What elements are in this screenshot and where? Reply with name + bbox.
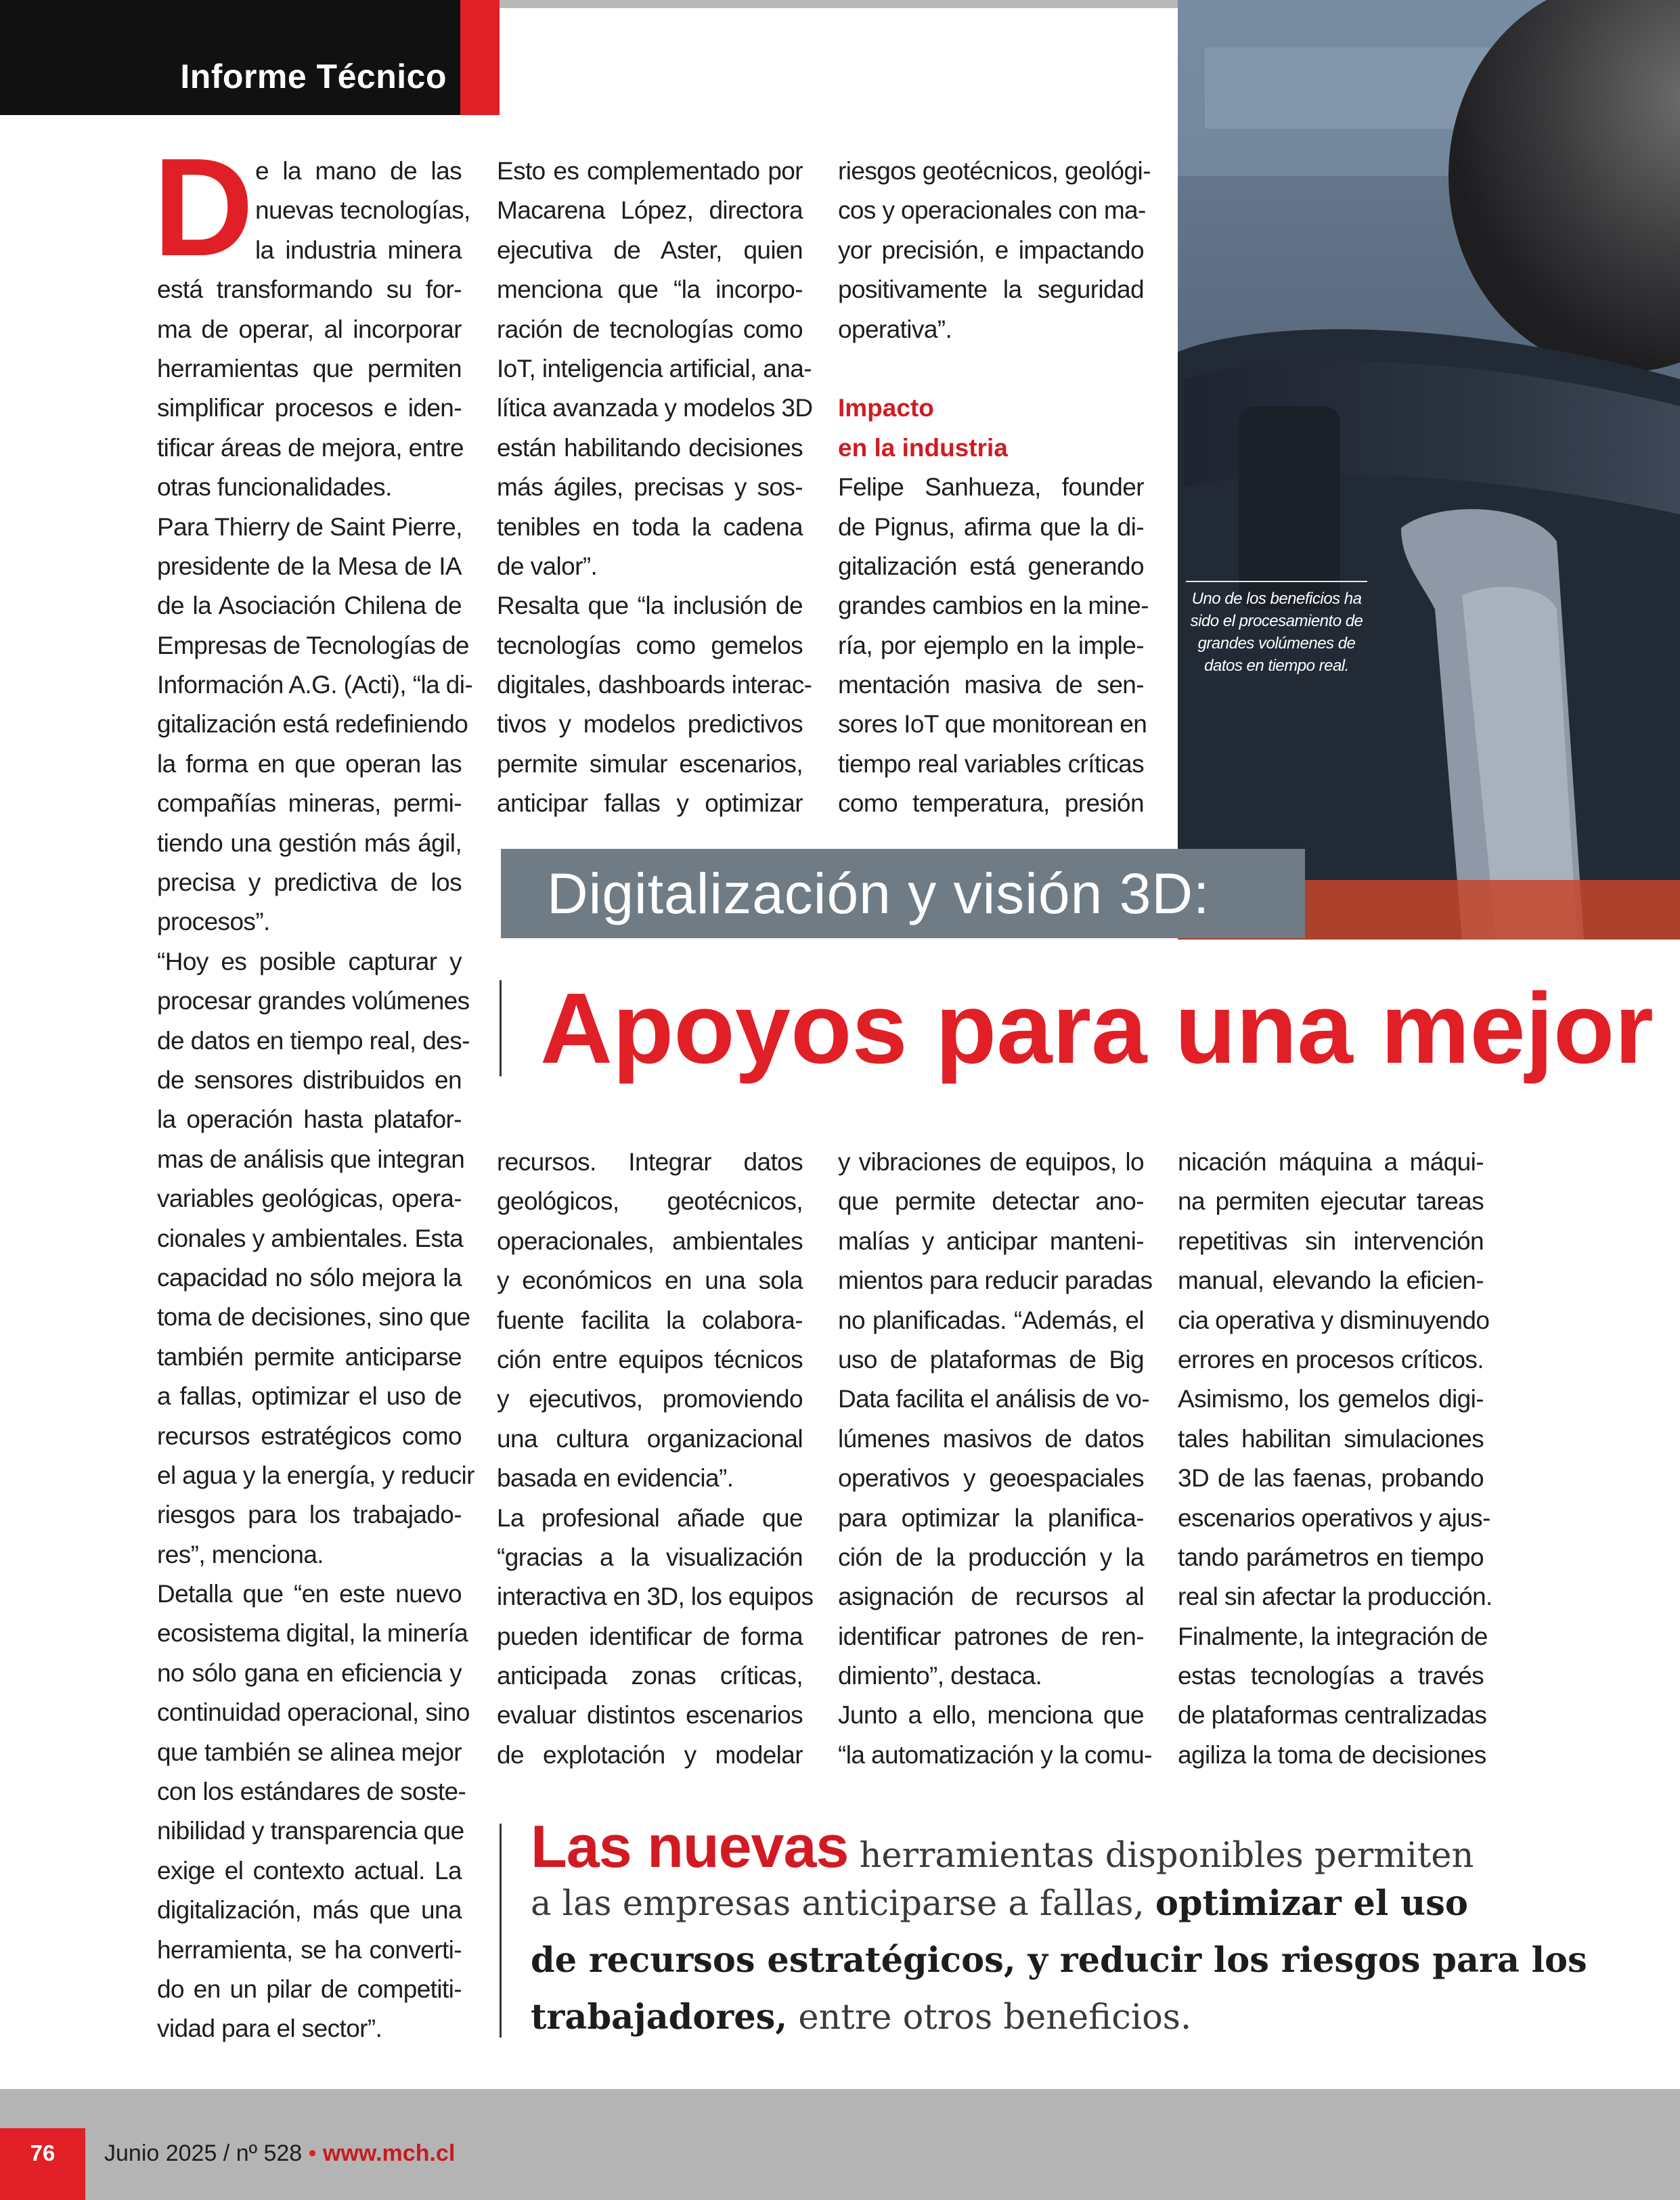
text-line: “la automatización y la comu- <box>838 1740 1152 1769</box>
text-line: que permite detectar ano- <box>838 1187 1144 1216</box>
text-line: sores IoT que monitorean en <box>838 710 1147 739</box>
text-line: ción entre equipos técnicos <box>497 1345 803 1373</box>
text-line: manual, elevando la eficien- <box>1178 1267 1484 1295</box>
text-line: herramienta, se ha converti- <box>157 1935 462 1964</box>
text-line: nibilidad y transparencia que <box>157 1817 464 1845</box>
text-line: Data facilita el análisis de vo- <box>838 1385 1149 1413</box>
text-line: no sólo gana en eficiencia y <box>157 1658 462 1687</box>
text-line: anticipar fallas y optimizar <box>497 789 803 818</box>
text-line: basada en evidencia”. <box>497 1464 734 1493</box>
text-line: tiendo una gestión más ágil, <box>157 829 462 857</box>
text-line: digitales, dashboards interac- <box>497 671 812 699</box>
text-line: mas de análisis que integran <box>157 1145 465 1173</box>
pull-quote-line: trabajadores, entre otros beneficios. <box>531 1997 1192 2038</box>
text-line: Para Thierry de Saint Pierre, <box>157 512 462 541</box>
text-line: ma de operar, al incorporar <box>157 315 462 343</box>
text-line: ejecutiva de Aster, quien <box>497 236 803 264</box>
text-line: repetitivas sin intervención <box>1178 1227 1484 1255</box>
text-line: cos y operacionales con ma- <box>838 196 1146 225</box>
text-line: fuente facilita la colabora- <box>497 1306 803 1334</box>
article-photo <box>1178 0 1680 940</box>
text-line: continuidad operacional, sino <box>157 1698 470 1727</box>
article-column-5 <box>838 1143 1153 1775</box>
text-line: gitalización está generando <box>838 552 1144 580</box>
text-line: variables geológicas, opera- <box>157 1185 462 1213</box>
text-line: Macarena López, directora <box>497 196 803 225</box>
text-line: grandes cambios en la mine- <box>838 592 1149 620</box>
text-line: de explotación y modelar <box>497 1740 803 1769</box>
text-line: la industria minera <box>255 236 462 264</box>
text-line: tando parámetros en tiempo <box>1178 1543 1484 1571</box>
text-line: asignación de recursos al <box>838 1583 1144 1611</box>
text-line: do en un pilar de competiti- <box>157 1975 462 2003</box>
text-line: e la mano de las <box>255 157 462 185</box>
text-line: otras funcionalidades. <box>157 473 392 502</box>
text-line: IoT, inteligencia artificial, ana- <box>497 354 812 382</box>
text-line: tiempo real variables críticas <box>838 749 1144 778</box>
text-line: “gracias a la visualización <box>497 1543 803 1571</box>
text-line: digitalización, más que una <box>157 1896 462 1924</box>
text-line: uso de plataformas de Big <box>838 1345 1144 1373</box>
text-line: Empresas de Tecnologías de <box>157 631 469 659</box>
text-line: vidad para el sector”. <box>157 2015 382 2043</box>
text-line: “Hoy es posible capturar y <box>157 947 462 975</box>
section-label: Informe Técnico <box>180 58 447 95</box>
pull-quote-line: a las empresas anticiparse a fallas, optimizar el uso <box>531 1883 1468 1924</box>
text-line: herramientas que permiten <box>157 354 462 382</box>
text-line: precisa y predictiva de los <box>157 868 462 897</box>
drop-cap: D <box>153 129 254 285</box>
pull-quote-line: de recursos estratégicos, y reducir los riesgos para los <box>531 1940 1587 1981</box>
title-rule <box>500 980 502 1076</box>
text-line: interactiva en 3D, los equipos <box>497 1583 814 1611</box>
text-line: nicación máquina a máqui- <box>1178 1148 1484 1176</box>
text-line: procesar grandes volúmenes <box>157 987 470 1015</box>
text-line: riesgos para los trabajado- <box>157 1501 462 1529</box>
text-line: Felipe Sanhueza, founder <box>838 473 1144 502</box>
text-line: estas tecnologías a través <box>1178 1662 1484 1690</box>
article-column-3 <box>838 152 1151 824</box>
text-line: mentación masiva de sen- <box>838 671 1144 699</box>
text-line: Resalta que “la inclusión de <box>497 592 803 620</box>
text-line: operativos y geoespaciales <box>838 1464 1144 1493</box>
text-line: tificar áreas de mejora, entre <box>157 433 464 462</box>
text-line: operativa”. <box>838 315 952 343</box>
page-number: 76 <box>30 2140 56 2165</box>
pull-quote-rule <box>500 1824 502 2038</box>
section-header-accent <box>460 0 500 115</box>
text-line: una cultura organizacional <box>497 1424 803 1453</box>
text-line: de plataformas centralizadas <box>1178 1701 1487 1730</box>
text-line: Finalmente, la integración de <box>1178 1622 1488 1650</box>
text-line: yor precisión, e impactando <box>838 236 1144 264</box>
text-line: Detalla que “en este nuevo <box>157 1580 462 1608</box>
text-line: anticipada zonas críticas, <box>497 1662 803 1690</box>
text-line: y ejecutivos, promoviendo <box>497 1385 803 1413</box>
text-line: cionales y ambientales. Esta <box>157 1224 464 1252</box>
text-line: para optimizar la planifica- <box>838 1503 1144 1532</box>
text-line: de Pignus, afirma que la di- <box>838 512 1144 541</box>
spacer-line <box>838 349 1144 389</box>
text-line: compañías mineras, permi- <box>157 789 462 818</box>
text-line: no planificadas. “Además, el <box>838 1306 1144 1334</box>
text-line: errores en procesos críticos. <box>1178 1345 1484 1373</box>
text-line: Junto a ello, menciona que <box>838 1701 1144 1730</box>
text-line: ría, por ejemplo en la imple- <box>838 631 1144 659</box>
text-line: mientos para reducir paradas <box>838 1267 1153 1295</box>
article-column-4 <box>497 1143 814 1775</box>
text-line: de datos en tiempo real, des- <box>157 1026 470 1055</box>
text-line: tales habilitan simulaciones <box>1178 1424 1484 1453</box>
text-line: tecnologías como gemelos <box>497 631 803 659</box>
article-column-1 <box>157 152 474 2049</box>
text-line: identificar patrones de ren- <box>838 1622 1144 1650</box>
photo-caption: Uno de los beneficios ha sido el procesamiento de grandes volúmenes de datos en tiempo real. <box>1190 590 1363 675</box>
text-line: 3D de las faenas, probando <box>1178 1464 1484 1493</box>
text-line: de la Asociación Chilena de <box>157 592 462 620</box>
article-title: Apoyos para una mejor <box>540 973 1654 1084</box>
text-line: malías y anticipar manteni- <box>838 1227 1144 1255</box>
text-line: más ágiles, precisas y sos- <box>497 473 803 502</box>
text-line: escenarios operativos y ajus- <box>1178 1503 1490 1532</box>
text-line: y vibraciones de equipos, lo <box>838 1148 1144 1176</box>
text-line: agiliza la toma de decisiones <box>1178 1740 1486 1769</box>
text-line: menciona que “la incorpo- <box>497 276 803 304</box>
pull-quote-lead: Las nuevas <box>531 1813 849 1880</box>
text-line: están habilitando decisiones <box>497 433 803 462</box>
text-line: cia operativa y disminuyendo <box>1178 1306 1490 1334</box>
text-line: la forma en que operan las <box>157 749 462 778</box>
footer-separator: • <box>308 2140 317 2166</box>
text-line: na permiten ejecutar tareas <box>1178 1187 1484 1216</box>
text-line: nuevas tecnologías, <box>255 196 470 225</box>
text-line: la operación hasta platafor- <box>157 1105 462 1134</box>
text-line: operacionales, ambientales <box>497 1227 803 1255</box>
article-column-6 <box>1178 1143 1493 1775</box>
text-line: también permite anticiparse <box>157 1342 462 1371</box>
text-line: recursos. Integrar datos <box>497 1148 803 1176</box>
text-line: ración de tecnologías como <box>497 315 803 343</box>
text-line: lítica avanzada y modelos 3D <box>497 394 813 422</box>
text-line: Asimismo, los gemelos digi- <box>1178 1385 1484 1413</box>
text-line: capacidad no sólo mejora la <box>157 1263 462 1292</box>
subheading: Impacto <box>838 394 934 422</box>
subheading: en la industria <box>838 433 1008 462</box>
text-line: gitalización está redefiniendo <box>157 710 468 739</box>
caption-rule <box>1186 581 1367 582</box>
issue-info <box>104 2140 455 2167</box>
text-line: res”, menciona. <box>157 1540 324 1568</box>
text-line: procesos”. <box>157 908 270 936</box>
text-line: simplificar procesos e iden- <box>157 394 462 422</box>
text-line: geológicos, geotécnicos, <box>497 1187 803 1216</box>
text-line: está transformando su for- <box>157 276 462 304</box>
issue-date: Junio 2025 / nº 528 <box>104 2140 303 2166</box>
text-line: de valor”. <box>497 552 598 580</box>
text-line: Información A.G. (Acti), “la di- <box>157 671 473 699</box>
text-line: y económicos en una sola <box>497 1267 803 1295</box>
text-line: positivamente la seguridad <box>838 276 1144 304</box>
text-line: pueden identificar de forma <box>497 1622 803 1650</box>
text-line: ción de la producción y la <box>838 1543 1144 1571</box>
text-line: a fallas, optimizar el uso de <box>157 1382 462 1411</box>
text-line: ecosistema digital, la minería <box>157 1619 468 1648</box>
text-line: exige el contexto actual. La <box>157 1856 462 1885</box>
mining-operator-photo-icon <box>1178 0 1680 940</box>
text-line: recursos estratégicos como <box>157 1422 462 1450</box>
website-link[interactable]: www.mch.cl <box>323 2140 456 2166</box>
text-line: el agua y la energía, y reducir <box>157 1461 474 1489</box>
article-column-2 <box>497 152 813 824</box>
text-line: como temperatura, presión <box>838 789 1144 818</box>
pull-quote <box>531 1813 1587 2046</box>
text-line: de sensores distribuidos en <box>157 1065 462 1094</box>
text-line: que también se alinea mejor <box>157 1738 462 1766</box>
pull-quote-line: Las nuevas herramientas disponibles permiten <box>531 1813 1474 1880</box>
text-line: toma de decisiones, sino que <box>157 1303 470 1332</box>
text-line: Esto es complementado por <box>497 157 803 185</box>
text-line: presidente de la Mesa de IA <box>157 552 462 580</box>
text-line: dimiento”, destaca. <box>838 1662 1042 1690</box>
article-kicker: Digitalización y visión 3D: <box>547 862 1210 925</box>
text-line: permite simular escenarios, <box>497 749 803 778</box>
text-line: real sin afectar la producción. <box>1178 1583 1493 1611</box>
text-line: evaluar distintos escenarios <box>497 1701 803 1730</box>
text-line: con los estándares de soste- <box>157 1778 466 1806</box>
text-line: riesgos geotécnicos, geológi- <box>838 157 1151 185</box>
text-line: tivos y modelos predictivos <box>497 710 803 739</box>
text-line: lúmenes masivos de datos <box>838 1424 1144 1453</box>
text-line: La profesional añade que <box>497 1503 803 1532</box>
text-line: tenibles en toda la cadena <box>497 512 803 541</box>
